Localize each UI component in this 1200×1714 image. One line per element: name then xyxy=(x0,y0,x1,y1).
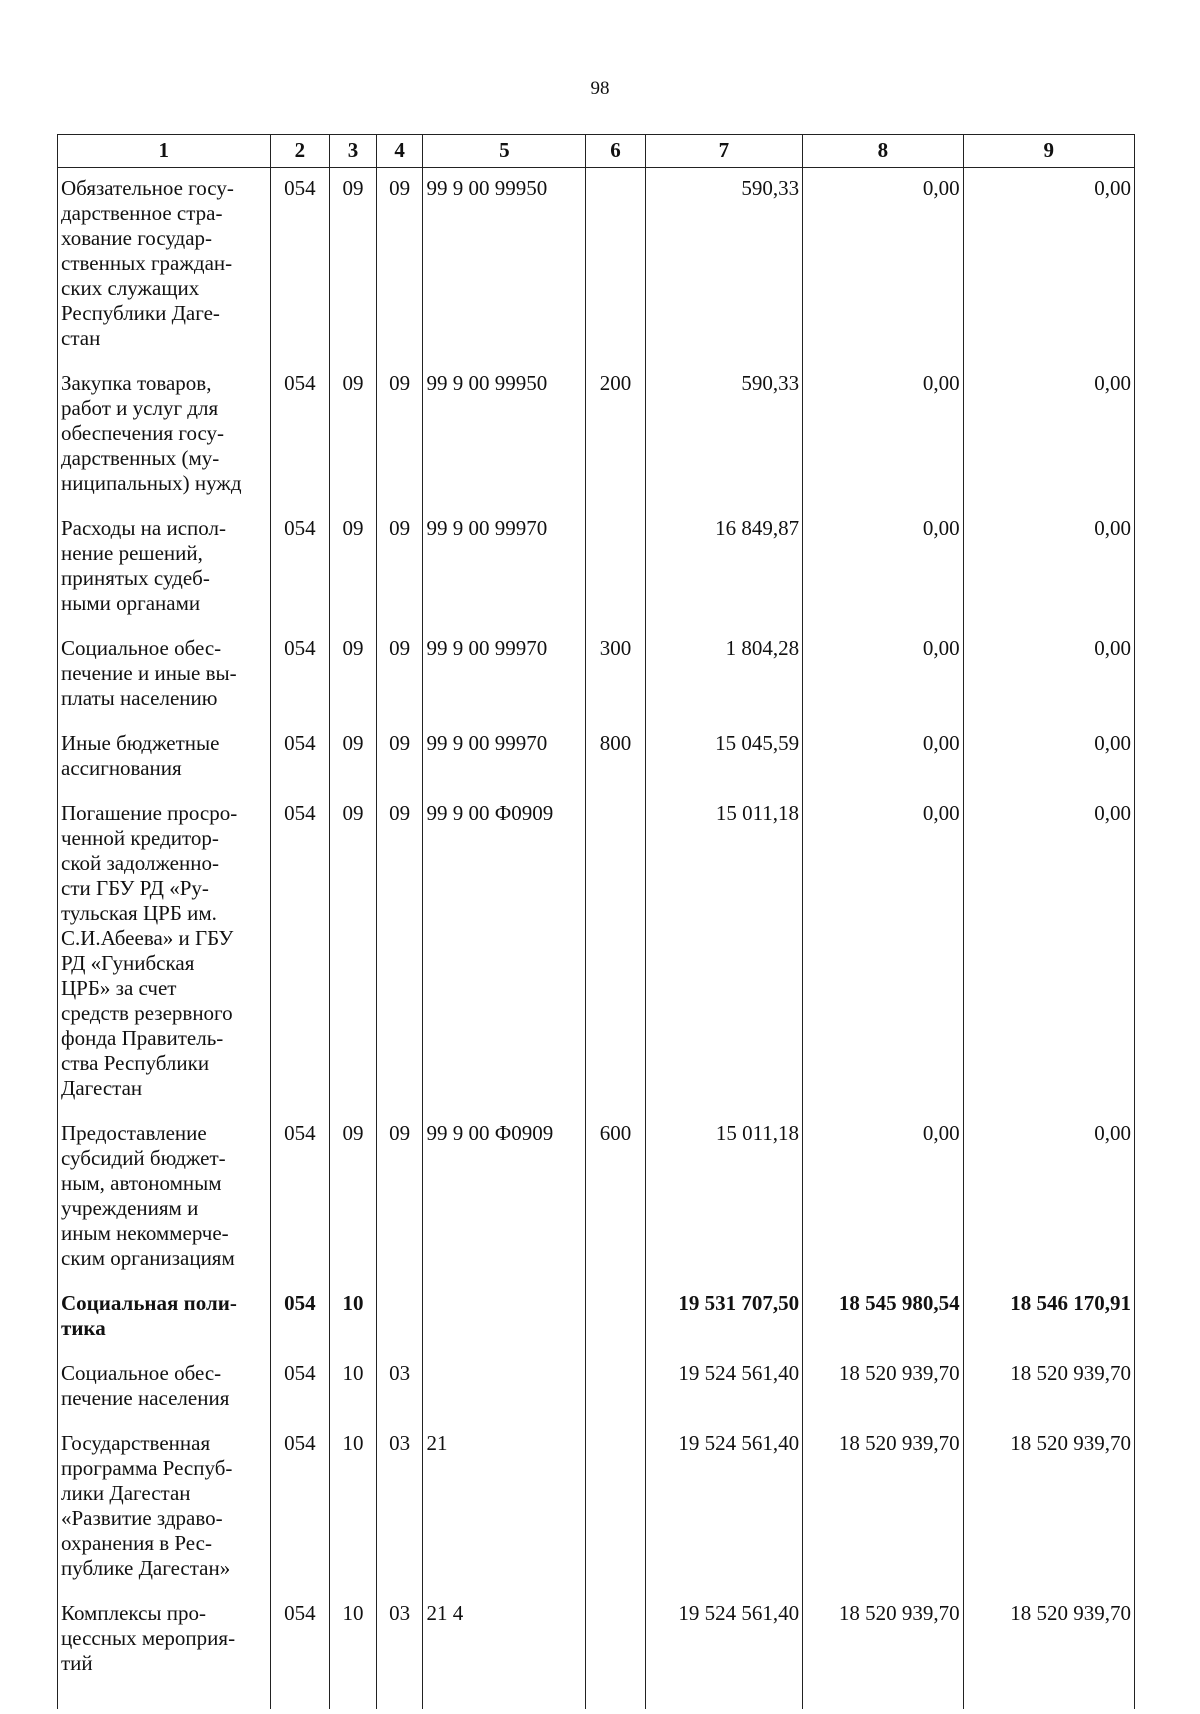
column-header: 5 xyxy=(423,135,586,168)
column-header: 4 xyxy=(376,135,423,168)
row-name-cell: Государственная программа Респуб- лики Дагестан «Развитие здраво- охранения в Рес- публике Дагестан» xyxy=(58,1423,271,1593)
amount-year-2-cell: 18 545 980,54 xyxy=(803,1283,964,1353)
target-article-cell: 99 9 00 99970 xyxy=(423,508,586,628)
table-row xyxy=(58,508,1135,628)
amount-year-1-cell: 15 011,18 xyxy=(645,793,802,1113)
amount-year-1-cell: 19 524 561,40 xyxy=(645,1353,802,1423)
row-name-cell: Погашение просро- ченной кредитор- ской задолженно- сти ГБУ РД «Ру- тульская ЦРБ им. С.И.Абеева» и ГБУ РД «Гунибская ЦРБ» за счет средств резервного фонда Правитель- ства Республики Дагестан xyxy=(58,793,271,1113)
amount-year-1-cell: 16 849,87 xyxy=(645,508,802,628)
table-row xyxy=(58,793,1135,1113)
amount-year-1-cell: 590,33 xyxy=(645,168,802,364)
amount-year-3-cell: 18 520 939,70 xyxy=(963,1353,1134,1423)
amount-year-3-cell: 0,00 xyxy=(963,168,1134,364)
amount-year-1-cell: 15 011,18 xyxy=(645,1113,802,1283)
column-header: 1 xyxy=(58,135,271,168)
amount-year-1-cell: 15 045,59 xyxy=(645,723,802,793)
page-number: 98 xyxy=(590,78,610,99)
ministry-code-cell: 054 xyxy=(270,508,330,628)
ministry-code-cell: 054 xyxy=(270,1113,330,1283)
budget-table xyxy=(57,134,1135,1709)
subsection-code-cell: 09 xyxy=(376,363,423,508)
amount-year-3-cell: 0,00 xyxy=(963,793,1134,1113)
amount-year-3-cell: 18 520 939,70 xyxy=(963,1423,1134,1593)
target-article-cell: 21 4 xyxy=(423,1593,586,1709)
expense-type-cell xyxy=(586,508,646,628)
section-code-cell: 09 xyxy=(330,1113,377,1283)
amount-year-1-cell: 19 531 707,50 xyxy=(645,1283,802,1353)
amount-year-2-cell: 18 520 939,70 xyxy=(803,1353,964,1423)
target-article-cell: 99 9 00 99970 xyxy=(423,628,586,723)
amount-year-2-cell: 0,00 xyxy=(803,508,964,628)
section-code-cell: 10 xyxy=(330,1423,377,1593)
ministry-code-cell: 054 xyxy=(270,1283,330,1353)
row-name-cell: Расходы на испол- нение решений, принятых судеб- ными органами xyxy=(58,508,271,628)
expense-type-cell: 300 xyxy=(586,628,646,723)
amount-year-3-cell: 0,00 xyxy=(963,363,1134,508)
ministry-code-cell: 054 xyxy=(270,1423,330,1593)
expense-type-cell xyxy=(586,1593,646,1709)
target-article-cell: 99 9 00 99950 xyxy=(423,363,586,508)
table-body xyxy=(58,168,1135,1710)
subsection-code-cell: 09 xyxy=(376,723,423,793)
target-article-cell: 99 9 00 Ф0909 xyxy=(423,1113,586,1283)
target-article-cell xyxy=(423,1353,586,1423)
subsection-code-cell: 09 xyxy=(376,793,423,1113)
amount-year-3-cell: 0,00 xyxy=(963,508,1134,628)
amount-year-3-cell: 0,00 xyxy=(963,723,1134,793)
amount-year-1-cell: 19 524 561,40 xyxy=(645,1593,802,1709)
amount-year-2-cell: 0,00 xyxy=(803,363,964,508)
subsection-code-cell: 09 xyxy=(376,1113,423,1283)
table-row xyxy=(58,1423,1135,1593)
section-code-cell: 09 xyxy=(330,363,377,508)
amount-year-3-cell: 0,00 xyxy=(963,1113,1134,1283)
row-name-cell: Предоставление субсидий бюджет- ным, автономным учреждениям и иным некоммерче- ским организациям xyxy=(58,1113,271,1283)
table-row xyxy=(58,363,1135,508)
expense-type-cell xyxy=(586,1353,646,1423)
target-article-cell xyxy=(423,1283,586,1353)
subsection-code-cell: 09 xyxy=(376,508,423,628)
target-article-cell: 99 9 00 99970 xyxy=(423,723,586,793)
table-row xyxy=(58,168,1135,364)
row-name-cell: Обязательное госу- дарственное стра- хование государ- ственных граждан- ских служащих Республики Даге- стан xyxy=(58,168,271,364)
amount-year-2-cell: 0,00 xyxy=(803,793,964,1113)
amount-year-2-cell: 0,00 xyxy=(803,723,964,793)
table-row xyxy=(58,1283,1135,1353)
table-row xyxy=(58,1353,1135,1423)
subsection-code-cell: 03 xyxy=(376,1593,423,1709)
column-header: 7 xyxy=(645,135,802,168)
section-code-cell: 09 xyxy=(330,723,377,793)
subsection-code-cell: 03 xyxy=(376,1423,423,1593)
amount-year-1-cell: 19 524 561,40 xyxy=(645,1423,802,1593)
ministry-code-cell: 054 xyxy=(270,1593,330,1709)
subsection-code-cell: 09 xyxy=(376,168,423,364)
column-header: 2 xyxy=(270,135,330,168)
expense-type-cell xyxy=(586,793,646,1113)
column-header: 3 xyxy=(330,135,377,168)
amount-year-3-cell: 18 546 170,91 xyxy=(963,1283,1134,1353)
section-code-cell: 09 xyxy=(330,628,377,723)
row-name-cell: Закупка товаров, работ и услуг для обеспечения госу- дарственных (му- ниципальных) нужд xyxy=(58,363,271,508)
expense-type-cell: 600 xyxy=(586,1113,646,1283)
subsection-code-cell: 09 xyxy=(376,628,423,723)
amount-year-3-cell: 0,00 xyxy=(963,628,1134,723)
column-header: 6 xyxy=(586,135,646,168)
row-name-cell: Социальная поли- тика xyxy=(58,1283,271,1353)
amount-year-1-cell: 590,33 xyxy=(645,363,802,508)
amount-year-2-cell: 0,00 xyxy=(803,628,964,723)
expense-type-cell xyxy=(586,1283,646,1353)
table-row xyxy=(58,1113,1135,1283)
row-name-cell: Социальное обес- печение населения xyxy=(58,1353,271,1423)
column-header: 8 xyxy=(803,135,964,168)
target-article-cell: 99 9 00 99950 xyxy=(423,168,586,364)
section-code-cell: 10 xyxy=(330,1283,377,1353)
ministry-code-cell: 054 xyxy=(270,363,330,508)
target-article-cell: 99 9 00 Ф0909 xyxy=(423,793,586,1113)
amount-year-2-cell: 18 520 939,70 xyxy=(803,1423,964,1593)
expense-type-cell: 200 xyxy=(586,363,646,508)
expense-type-cell xyxy=(586,168,646,364)
ministry-code-cell: 054 xyxy=(270,723,330,793)
row-name-cell: Социальное обес- печение и иные вы- платы населению xyxy=(58,628,271,723)
target-article-cell: 21 xyxy=(423,1423,586,1593)
table-row xyxy=(58,723,1135,793)
column-header: 9 xyxy=(963,135,1134,168)
section-code-cell: 09 xyxy=(330,508,377,628)
ministry-code-cell: 054 xyxy=(270,793,330,1113)
ministry-code-cell: 054 xyxy=(270,168,330,364)
amount-year-1-cell: 1 804,28 xyxy=(645,628,802,723)
header-row xyxy=(58,135,1135,168)
table-row xyxy=(58,1593,1135,1709)
amount-year-3-cell: 18 520 939,70 xyxy=(963,1593,1134,1709)
table-row xyxy=(58,628,1135,723)
row-name-cell: Иные бюджетные ассигнования xyxy=(58,723,271,793)
section-code-cell: 09 xyxy=(330,168,377,364)
section-code-cell: 10 xyxy=(330,1593,377,1709)
subsection-code-cell: 03 xyxy=(376,1353,423,1423)
ministry-code-cell: 054 xyxy=(270,1353,330,1423)
row-name-cell: Комплексы про- цессных мероприя- тий xyxy=(58,1593,271,1709)
expense-type-cell: 800 xyxy=(586,723,646,793)
expense-type-cell xyxy=(586,1423,646,1593)
section-code-cell: 10 xyxy=(330,1353,377,1423)
amount-year-2-cell: 18 520 939,70 xyxy=(803,1593,964,1709)
ministry-code-cell: 054 xyxy=(270,628,330,723)
subsection-code-cell xyxy=(376,1283,423,1353)
amount-year-2-cell: 0,00 xyxy=(803,1113,964,1283)
section-code-cell: 09 xyxy=(330,793,377,1113)
amount-year-2-cell: 0,00 xyxy=(803,168,964,364)
